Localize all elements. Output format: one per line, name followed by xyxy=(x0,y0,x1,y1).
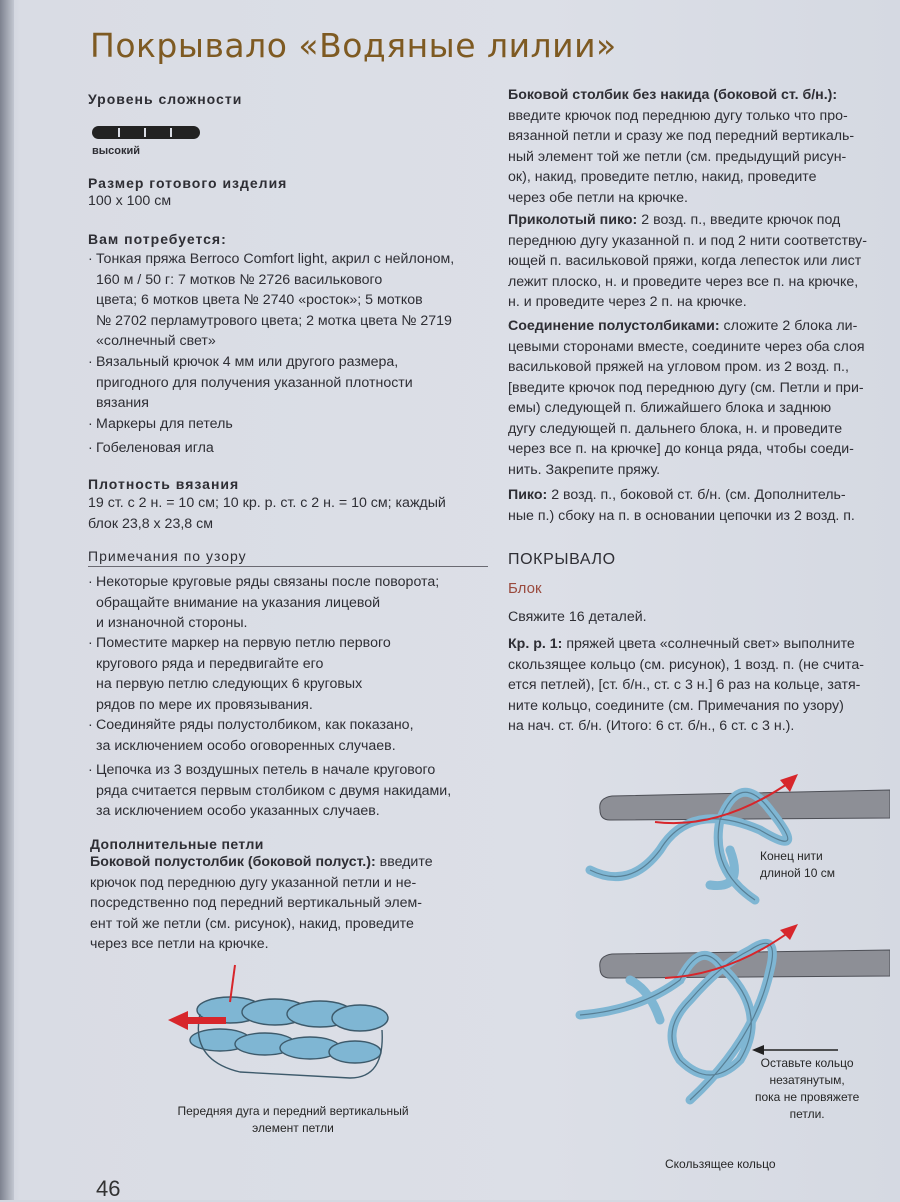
label-thread-end: Конец нити длиной 10 см xyxy=(760,849,835,880)
gauge-text: 19 ст. с 2 н. = 10 см; 10 кр. р. ст. с 2 н. = 10 см; каждый блок 23,8 х 23,8 см xyxy=(88,495,446,532)
yarn-outline xyxy=(580,792,788,1100)
difficulty-bar xyxy=(92,126,200,139)
divider xyxy=(88,566,488,567)
label-ring-note: Оставьте кольцо незатянутым, пока не провяжете петли. xyxy=(755,1056,860,1121)
page: Покрывало «Водяные лилии» Уровень сложности высокий Размер готового изделия 100 х 100 см Вам потребуется: · Тонкая пряжа Berroco Comfort light, акрил с нейлоном, 160 м / 50 г: 7 мотков № 2726 василькового цвета; 6 мотков цвета № 2740 «росток»; 5 мотков № 2702 перламутрового цвета; 2 мотка цвета № 2719 «солнечный свет» · Вязальный крючок 4 мм или другого размера, пригодного для получения указанной плотности вязания · Маркеры для петель · Гобеленовая игла Плотность вязания 19 ст. с 2 н. = 10 см; 10 кр. р. ст. с 2 н. = 10 см; каждый блок 23,8 х 23,8 см Примечания по узору · Некоторые круговые ряды связаны после поворота; обращайте внимание на указания лицевой и изнаночной стороны. · Поместите маркер на первую петлю первого кругового ряда и передвигайте его на первую петлю следующих 6 круговых рядов по мере их провязывания. · Соединяйте ряды полустолбиком, как показано, за исключением особо оговоренных случаев. · Цепочка из 3 воздушных петель в начале кругового ряда считается первым столбиком с двумя накидами, за исключением особо указанных случаев. Дополнительные петли Боковой полустолбик (боковой полуст.): введите крючок под переднюю дугу указанной петли и не- посредственно под передний вертикальный элем- ент той же петли (см. рисунок), накид, проведите через все петли на крючке. Передняя дуга и передний вертикальный элемент петли Боковой столбик без накида (боковой ст. б/н.): введите крючок под переднюю дугу только что про- вязанной петли и сразу же под передний вертикаль- ный элемент той же петли (см. предыдущий рисун- ок), накид, проведите петлю, накид, проведите через обе петли на крючке. Приколотый пико: 2 возд. п., введите крючок под переднюю дугу указанной п. и под 2 нити соответству- ющей п. васильковой пряжи, когда лепесток или лист лежит плоско, н. и проведите через все п. на крючке, н. и проведите через 2 п. на крючке. Соединение полустолбиками: сложите 2 блока ли- цевыми сторонами вместе, соедините через оба слоя васильковой пряжей на угловом пром. из 2 возд. п., [введите крючок под переднюю дугу (см. Петли и при- емы) следующей п. ближайшего блока и заднюю дугу следующей п. дальнего блока, н. и проведите через все п. на крючке] до конца ряда, чтобы соеди- нить. Закрепите пряжу. Пико: 2 возд. п., боковой ст. б/н. (см. Дополнитель- ные п.) сбоку на п. в основании цепочки из 2 возд. п. ПОКРЫВАЛО Блок Свяжите 16 деталей. Кр. р. 1: пряжей цвета «солнечный свет» выполните скользящее кольцо (см. рисунок), 1 возд. п. (не счита- ется петлей), [ст. б/н., ст. с 3 н.] 6 раз на кольце, затя- ните кольцо, соедините (см. Примечания по узору) на нач. ст. б/н. (Итого: 6 ст. б/н., 6 ст. с 3 н.). Конец нити длиной 10 см Оставьте кольцо незатянутым, пока не провяжете петли. Скользящее кольцо 46 xyxy=(0,0,900,1200)
paragraph-count: Свяжите 16 деталей. xyxy=(508,609,647,625)
chain-caption: Передняя дуга и передний вертикальный элемент петли xyxy=(177,1104,409,1135)
gauge-heading: Плотность вязания xyxy=(88,476,240,492)
page-number: 46 xyxy=(96,1176,121,1201)
materials-heading: Вам потребуется: xyxy=(88,231,227,247)
extra-text: Боковой полустолбик (боковой полуст.): введите крючок под переднюю дугу указанной петли и не- посредственно под передний вертикальный элем- ент той же петли (см. рисунок), накид, проведите через все петли на крючке. xyxy=(90,854,433,952)
paragraph-picot: Пико: 2 возд. п., боковой ст. б/н. (см. Дополнитель- ные п.) сбоку на п. в основании цепочки из 2 возд. п. xyxy=(508,487,855,524)
notes-heading: Примечания по узору xyxy=(88,548,247,564)
chain-stitches xyxy=(190,997,388,1078)
level-value: высокий xyxy=(92,145,141,157)
level-heading: Уровень сложности xyxy=(88,91,243,107)
extra-heading: Дополнительные петли xyxy=(90,836,264,852)
section-heading: ПОКРЫВАЛО xyxy=(508,551,616,568)
page-title: Покрывало «Водяные лилии» xyxy=(90,26,617,65)
paragraph-join: Соединение полустолбиками: сложите 2 блока ли- цевыми сторонами вместе, соедините через оба слоя васильковой пряжей на угловом пром. из 2 возд. п., [введите крючок под переднюю дугу (см. Петли и при- емы) следующей п. ближайшего блока и заднюю дугу следующей п. дальнего блока, н. и проведите через все п. на крючке] до конца ряда, чтобы соеди- нить. Закрепите пряжу. xyxy=(508,318,865,478)
book-spine xyxy=(0,0,14,1200)
paragraph-picot-pinned: Приколотый пико: 2 возд. п., введите крючок под переднюю дугу указанной п. и под 2 нити соответству- ющей п. васильковой пряжи, когда лепесток или лист лежит плоско, н. и проведите через все п. на крючке, н. и проведите через 2 п. на крючке. xyxy=(508,212,867,310)
paragraph-round1: Кр. р. 1: пряжей цвета «солнечный свет» выполните скользящее кольцо (см. рисунок), 1 возд. п. (не счита- ется петлей), [ст. б/н., ст. с 3 н.] 6 раз на кольце, затя- ните кольцо, соедините (см. Примечания по узору) на нач. ст. б/н. (Итого: 6 ст. б/н., 6 ст. с 3 н.). xyxy=(508,636,865,734)
size-heading: Размер готового изделия xyxy=(88,175,288,191)
ring-caption: Скользящее кольцо xyxy=(665,1157,776,1171)
subsection-heading: Блок xyxy=(508,580,542,597)
paragraph-side-stitch: Боковой столбик без накида (боковой ст. б/н.): введите крючок под переднюю дугу только что про- вязанной петли и сразу же под передний вертикаль- ный элемент той же петли (см. предыдущий рисун- ок), накид, проведите петлю, накид, проведите через обе петли на крючке. xyxy=(508,87,855,206)
chain-illustration xyxy=(160,960,400,1090)
size-value: 100 х 100 см xyxy=(88,193,172,209)
pointer-arrow-icon xyxy=(752,1045,838,1055)
